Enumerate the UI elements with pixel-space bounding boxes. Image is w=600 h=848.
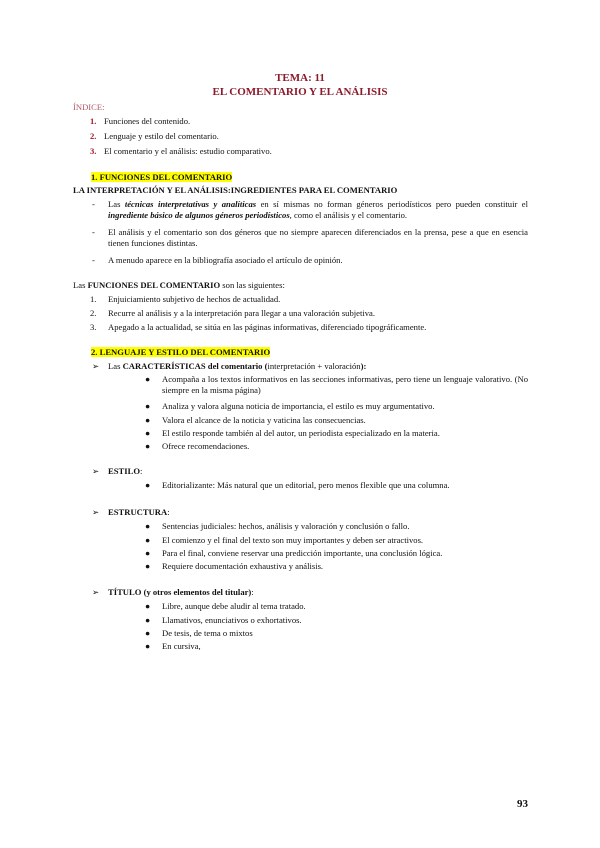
index-item-3 [90, 146, 272, 157]
bullet-dot-icon: ● [145, 628, 151, 638]
bullet-dot-icon: ● [145, 415, 151, 425]
arrow-bullet-icon: ➢ [92, 507, 100, 517]
index-item-number: 1. [90, 116, 97, 126]
bullet-dot-icon: ● [145, 535, 151, 545]
bullet-dot-icon: ● [145, 641, 151, 651]
dash-bullet: - [92, 199, 95, 209]
dash-bullet: - [92, 255, 95, 265]
bullet-dot-icon: ● [145, 521, 151, 531]
bullet-dot-icon: ● [145, 615, 151, 625]
caract-item-3: Valora el alcance de la noticia y vaticina las consecuencias. [162, 415, 366, 425]
index-item-number: 2. [90, 131, 97, 141]
caract-item-4: El estilo responde también al del autor, un periodista especializado en la materia. [162, 428, 440, 438]
section-1-bullet-1: Las técnicas interpretativas y analíticas en sí mismas no forman géneros periodísticos pero pueden constituir el ingrediente básico de algunos géneros periodísticos, como el análisis y el comentario. [108, 199, 528, 220]
index-item-2 [90, 131, 219, 142]
bullet-dot-icon: ● [145, 601, 151, 611]
caracteristicas-intro: Las CARACTERÍSTICAS del comentario (interpretación + valoración): [108, 361, 367, 371]
page-number: 93 [517, 798, 528, 810]
bullet-dot-icon: ● [145, 428, 151, 438]
titulo-heading: TÍTULO (y otros elementos del titular): [108, 587, 254, 597]
topic-title: TEMA: 11 [275, 72, 325, 84]
titulo-item-4: En cursiva, [162, 641, 201, 651]
bullet-dot-icon: ● [145, 441, 151, 451]
bullet-dot-icon: ● [145, 548, 151, 558]
section-1-heading: 1. FUNCIONES DEL COMENTARIO [91, 172, 233, 182]
caract-item-5: Ofrece recomendaciones. [162, 441, 250, 451]
dash-bullet: - [92, 227, 95, 237]
section-2-heading: 2. LENGUAJE Y ESTILO DEL COMENTARIO [91, 347, 271, 357]
bullet-dot-icon: ● [145, 401, 151, 411]
estructura-item-1: Sentencias judiciales: hechos, análisis y valoración y conclusión o fallo. [162, 521, 410, 531]
bullet-dot-icon: ● [145, 561, 151, 571]
estructura-item-2: El comienzo y el final del texto son muy importantes y deben ser atractivos. [162, 535, 424, 545]
funcion-item-2: 2. Recurre al análisis y a la interpretación para llegar a una valoración subjetiva. [90, 308, 376, 318]
funciones-intro: Las FUNCIONES DEL COMENTARIO son las siguientes: [73, 280, 285, 290]
index-item-text: Funciones del contenido. [104, 116, 191, 126]
arrow-bullet-icon: ➢ [92, 587, 100, 597]
index-item-number: 3. [90, 146, 97, 156]
arrow-bullet-icon: ➢ [92, 361, 100, 371]
arrow-bullet-icon: ➢ [92, 466, 100, 476]
estilo-heading: ESTILO: [108, 466, 143, 476]
funcion-item-3: 3. Apegado a la actualidad, se sitúa en las páginas informativas, diferenciado tipográficamente. [90, 322, 427, 332]
estructura-heading: ESTRUCTURA: [108, 507, 170, 517]
estructura-item-3: Para el final, conviene reservar una predicción importante, una conclusión lógica. [162, 548, 443, 558]
titulo-item-2: Llamativos, enunciativos o exhortativos. [162, 615, 302, 625]
section-1-bullet-3: A menudo aparece en la bibliografía asociado el artículo de opinión. [108, 255, 343, 265]
estilo-item-1: Editorializante: Más natural que un editorial, pero menos flexible que una columna. [162, 480, 450, 490]
document-title: EL COMENTARIO Y EL ANÁLISIS [212, 86, 388, 98]
caract-item-1: Acompaña a los textos informativos en las secciones informativas, pero tiene un lenguaje valorativo. (No siempre en la misma página) [162, 374, 528, 395]
index-item-text: El comentario y el análisis: estudio comparativo. [104, 146, 272, 156]
funcion-item-1: 1. Enjuiciamiento subjetivo de hechos de actualidad. [90, 294, 281, 304]
bullet-dot-icon: ● [145, 480, 151, 490]
index-item-text: Lenguaje y estilo del comentario. [104, 131, 219, 141]
section-1-subheading: LA INTERPRETACIÓN Y EL ANÁLISIS:INGREDIENTES PARA EL COMENTARIO [73, 185, 398, 195]
estructura-item-4: Requiere documentación exhaustiva y análisis. [162, 561, 324, 571]
bullet-dot-icon: ● [145, 374, 151, 384]
caract-item-2: Analiza y valora alguna noticia de importancia, el estilo es muy argumentativo. [162, 401, 435, 411]
titulo-item-1: Libre, aunque debe aludir al tema tratado. [162, 601, 306, 611]
titulo-item-3: De tesis, de tema o mixtos [162, 628, 253, 638]
index-label: ÍNDICE: [73, 102, 105, 112]
section-1-bullet-2: El análisis y el comentario son dos géneros que no siempre aparecen diferenciados en la prensa, pese a que en esencia tienen funciones distintas. [108, 227, 528, 248]
index-item-1 [90, 116, 190, 127]
